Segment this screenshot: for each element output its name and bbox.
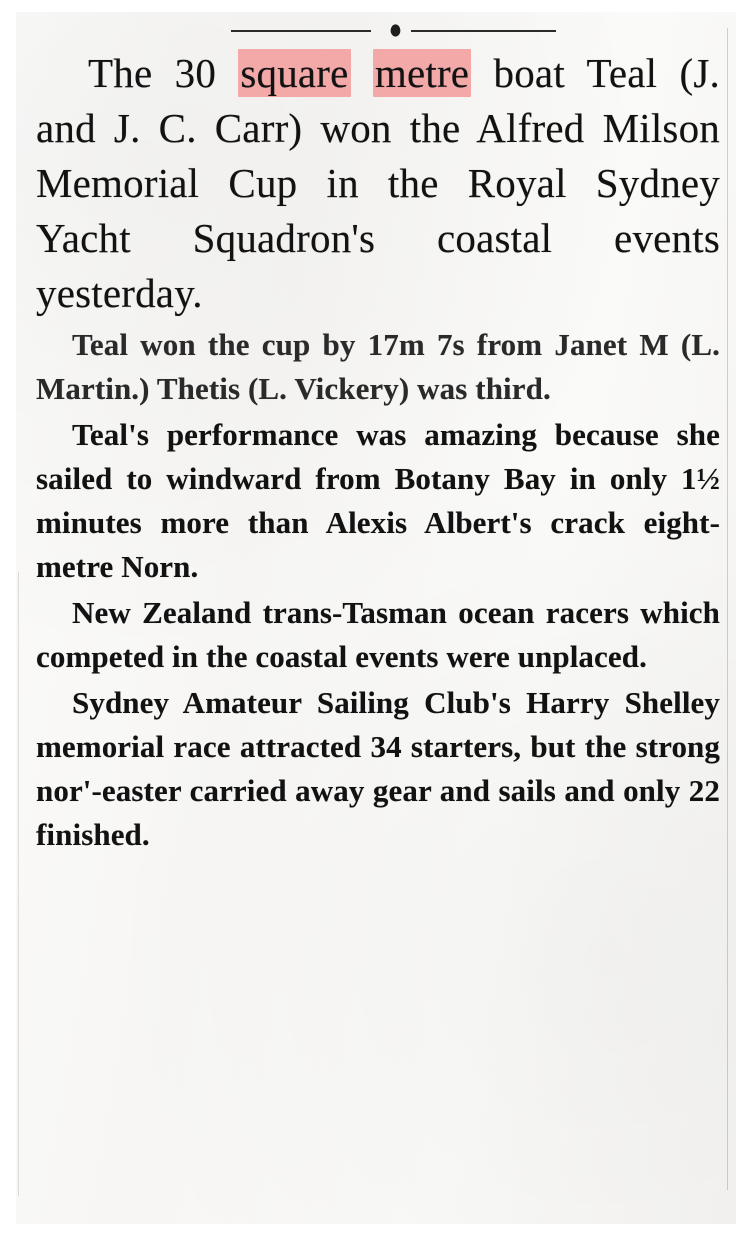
lead-text-gap xyxy=(351,50,373,96)
highlight-term-square: square xyxy=(240,50,349,96)
article-body xyxy=(36,46,720,867)
article-paragraph-3: Teal's performance was amazing because she sailed to windward from Botany Bay in only 1½ minutes more than Alexis Albert's crack eight-metre Norn. xyxy=(36,417,720,584)
top-ornament xyxy=(36,18,720,44)
lead-text-after: boat Teal (J. and J. C. Carr) won the Alfred Milson Memorial Cup in the Royal Sydney Yacht Squadron's coastal events yesterday. xyxy=(36,50,720,316)
lead-text-before: The 30 xyxy=(88,50,239,96)
column-rule-left xyxy=(18,572,19,1196)
highlight-term-metre: metre xyxy=(374,50,470,96)
article-paragraph-lead xyxy=(36,46,720,321)
ornament-rule-left xyxy=(231,30,371,32)
article-paragraph-5: Sydney Amateur Sailing Club's Harry Shelley memorial race attracted 34 starters, but the strong nor'-easter carried away gear and sails and only 22 finished. xyxy=(36,685,720,852)
article-paragraph-4: New Zealand trans-Tasman ocean racers which competed in the coastal events were unplaced. xyxy=(36,595,720,674)
clipping-paper xyxy=(16,12,736,1224)
bottom-margin xyxy=(36,859,720,867)
column-rule-right xyxy=(727,28,728,1190)
ornament-rule-right xyxy=(411,30,556,32)
diamond-dot-ornament-icon xyxy=(389,22,403,39)
article-paragraph-2: Teal won the cup by 17m 7s from Janet M (L. Martin.) Thetis (L. Vickery) was third. xyxy=(36,327,720,406)
